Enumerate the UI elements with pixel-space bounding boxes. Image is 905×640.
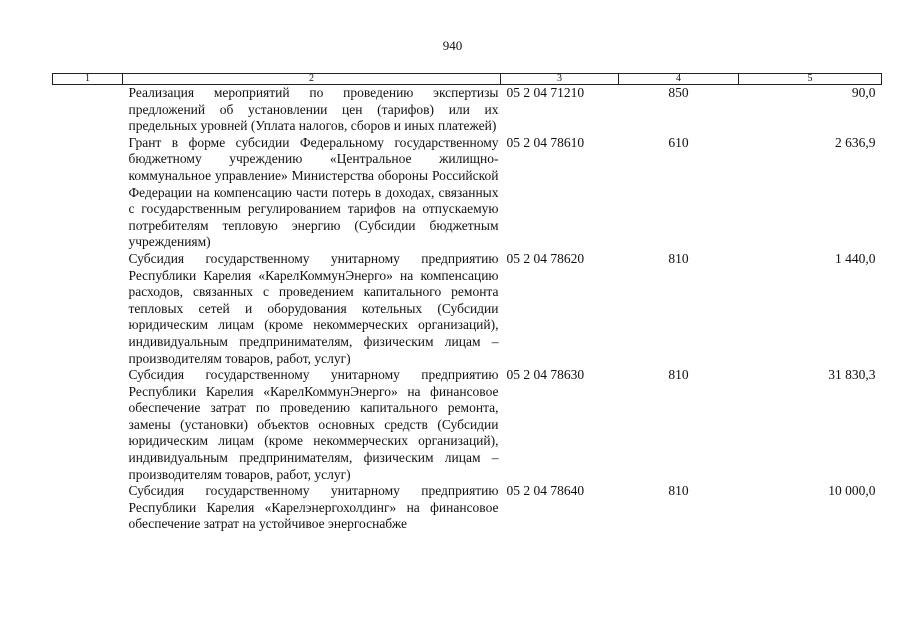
amount: 1 440,0 — [835, 250, 876, 266]
expense-type-code: 610 — [668, 134, 689, 150]
budget-table — [52, 73, 882, 533]
amount: 31 830,3 — [828, 367, 876, 383]
expense-name: Субсидия государственному унитарному предприятию Республики Карелия «Карелэнергохолдинг» на финансовое обеспечение затрат на устойчивое энергоснабже — [128, 483, 499, 532]
row-empty-cell — [53, 367, 123, 483]
table-row — [53, 251, 882, 367]
page-number: 940 — [442, 38, 463, 53]
expense-type-code: 810 — [668, 367, 689, 383]
column-header-3: 3 — [501, 74, 619, 85]
table-row — [53, 367, 882, 483]
expense-name: Субсидия государственному унитарному предприятию Республики Карелия «КарелКоммунЭнерго» на финансовое обеспечение затрат по проведению капитального ремонта, замены (установки) объектов основных средств (Субсидии юридическим лицам (кроме некоммерческих организаций), индивидуальным предпринимателям, физическим лицам – производителям товаров, работ, услуг) — [128, 367, 499, 482]
target-article-code: 05 2 04 71210 — [506, 85, 585, 100]
expense-type-code: 810 — [668, 250, 689, 266]
target-article-code: 05 2 04 78610 — [506, 134, 585, 150]
row-empty-cell — [53, 135, 123, 251]
row-empty-cell — [53, 251, 123, 367]
table-row — [53, 85, 882, 135]
amount: 90,0 — [851, 85, 876, 100]
expense-name: Грант в форме субсидии Федеральному государственному бюджетному учреждению «Центральное жилищно-коммунальное управление» Министерства обороны Российской Федерации на компенсацию части потерь в доходах, связанных с государственным регулированием тарифов на отпускаемую потребителям тепловую энергию (Субсидии бюджетным учреждениям) — [128, 134, 499, 250]
column-header-5: 5 — [739, 74, 882, 85]
table-body — [53, 85, 882, 534]
column-header-2: 2 — [123, 74, 501, 85]
column-header-4: 4 — [619, 74, 739, 85]
amount: 10 000,0 — [828, 483, 876, 499]
row-empty-cell — [53, 483, 123, 533]
target-article-code: 05 2 04 78630 — [506, 367, 585, 383]
target-article-code: 05 2 04 78640 — [506, 483, 585, 499]
expense-type-code: 810 — [668, 483, 689, 499]
expense-name: Субсидия государственному унитарному предприятию Республики Карелия «КарелКоммунЭнерго» на компенсацию расходов, связанных с проведением капитального ремонта тепловых сетей и оборудования котельных (Субсидии юридическим лицам (кроме некоммерческих организаций), индивидуальным предпринимателям, физическим лицам – производителям товаров, работ, услуг) — [128, 250, 499, 366]
table-row — [53, 483, 882, 533]
row-empty-cell — [53, 85, 123, 135]
target-article-code: 05 2 04 78620 — [506, 250, 585, 266]
expense-type-code: 850 — [668, 85, 689, 100]
amount: 2 636,9 — [835, 134, 876, 150]
column-header-1: 1 — [53, 74, 123, 85]
table-header — [53, 74, 882, 85]
column-number-row — [53, 74, 882, 85]
expense-name: Реализация мероприятий по проведению экспертизы предложений об установлении цен (тарифов) или их предельных уровней (Уплата налогов, сборов и иных платежей) — [128, 85, 499, 134]
table-row — [53, 135, 882, 251]
